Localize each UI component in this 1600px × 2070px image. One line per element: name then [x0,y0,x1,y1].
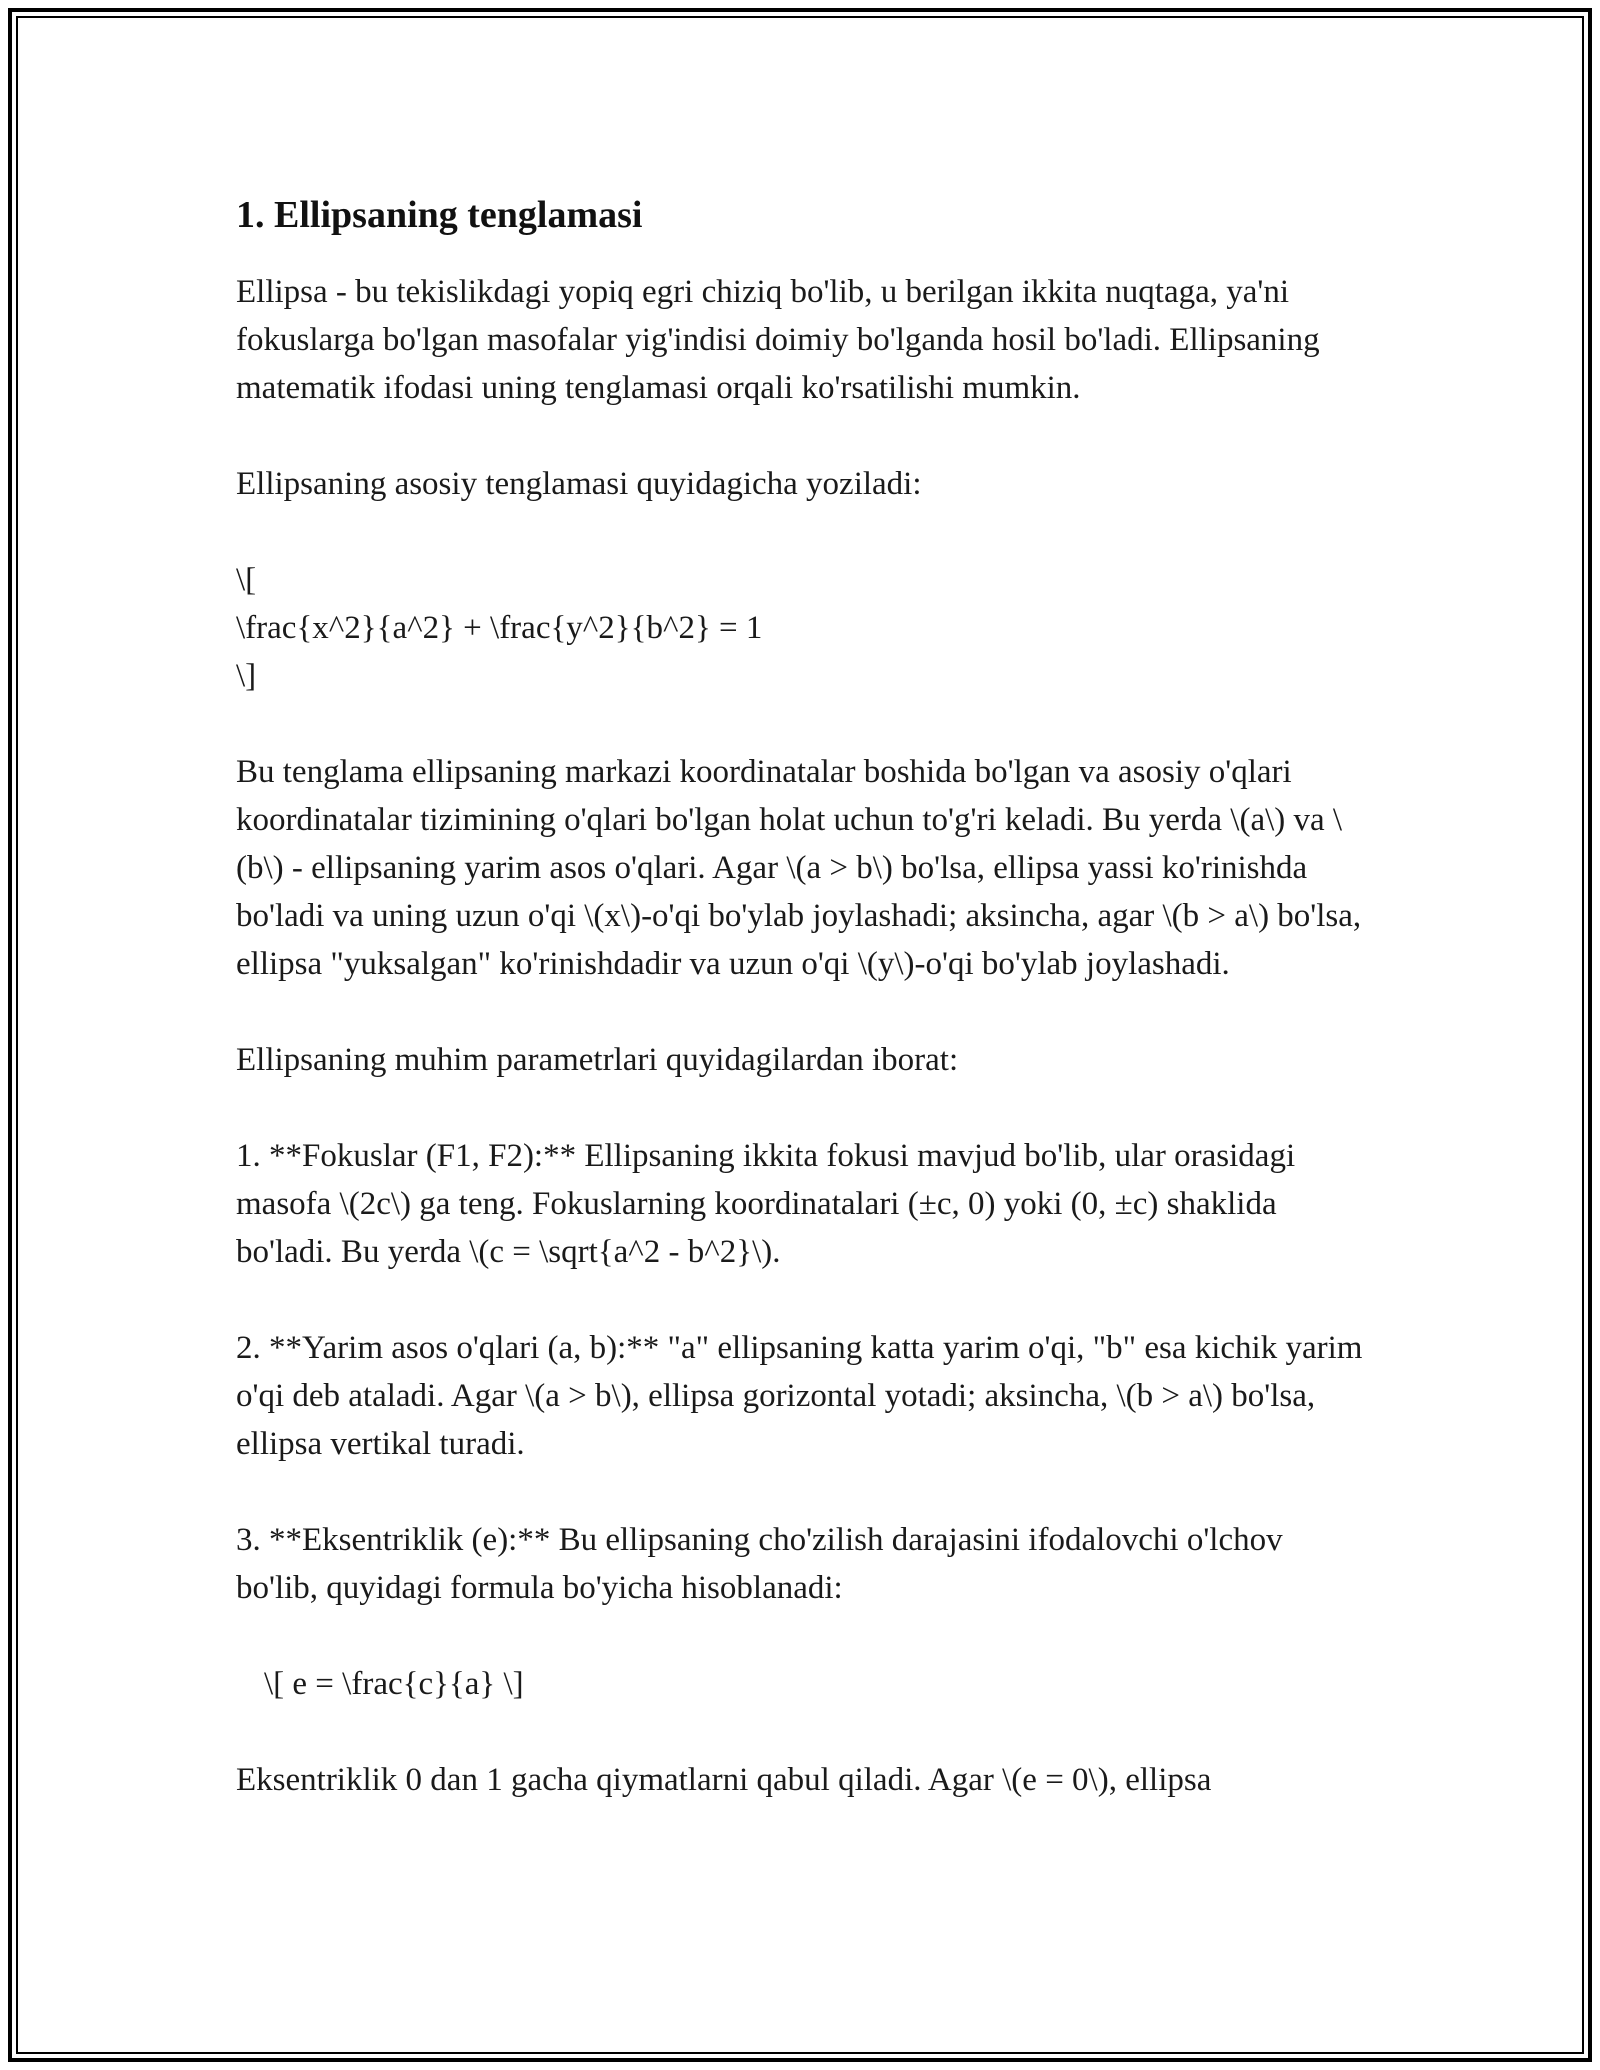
ellipse-equation-latex: \[ \frac{x^2}{a^2} + \frac{y^2}{b^2} = 1 \] [236,562,763,694]
list-item-eccentricity: 3. **Eksentriklik (e):** Bu ellipsaning cho'zilish darajasini ifodalovchi o'lchov bo'lib, quyidagi formula bo'yicha hisoblanadi: [236,1522,1291,1606]
explanation-paragraph: Bu tenglama ellipsaning markazi koordinatalar boshida bo'lgan va asosiy o'qlari koordinatalar tizimining o'qlari bo'lgan holat uchun to'g'ri keladi. Bu yerda \(a\) va \(b\) - ellipsaning yarim asos o'qlari. Agar \(a > b\) bo'lsa, ellipsa yassi ko'rinishda bo'ladi va uning uzun o'qi \(x\)-o'qi bo'ylab joylashadi; aksincha, agar \(b > a\) bo'lsa, ellipsa "yuksalgan" ko'rinishdadir va uzun o'qi \(y\)-o'qi bo'ylab joylashadi. [236,754,1370,982]
section-heading: 1. Ellipsaning tenglamasi [236,194,643,236]
eccentricity-formula-latex: \[ e = \frac{c}{a} \] [264,1666,524,1702]
intro-paragraph: Ellipsa - bu tekislikdagi yopiq egri chiziq bo'lib, u berilgan ikkita nuqtaga, ya'ni fokuslarga bo'lgan masofalar yig'indisi doimiy bo'lganda hosil bo'ladi. Ellipsaning matematik ifodasi uning tenglamasi orqali ko'rsatilishi mumkin. [236,274,1328,406]
equation-intro-paragraph: Ellipsaning asosiy tenglamasi quyidagicha yoziladi: [236,466,922,502]
parameters-intro-paragraph: Ellipsaning muhim parametrlari quyidagilardan iborat: [236,1042,959,1078]
eccentricity-range-paragraph: Eksentriklik 0 dan 1 gacha qiymatlarni qabul qiladi. Agar \(e = 0\), ellipsa [236,1762,1212,1798]
document-body [236,180,1371,1804]
list-item-semi-axes: 2. **Yarim asos o'qlari (a, b):** "a" ellipsaning katta yarim o'qi, "b" esa kichik yarim o'qi deb ataladi. Agar \(a > b\), ellipsa gorizontal yotadi; aksincha, \(b > a\) bo'lsa, ellipsa vertikal turadi. [236,1330,1371,1462]
list-item-foci: 1. **Fokuslar (F1, F2):** Ellipsaning ikkita fokusi mavjud bo'lib, ular orasidagi masofa \(2c\) ga teng. Fokuslarning koordinatalari (±c, 0) yoki (0, ±c) shaklida bo'ladi. Bu yerda \(c = \sqrt{a^2 - b^2}\). [236,1138,1304,1270]
